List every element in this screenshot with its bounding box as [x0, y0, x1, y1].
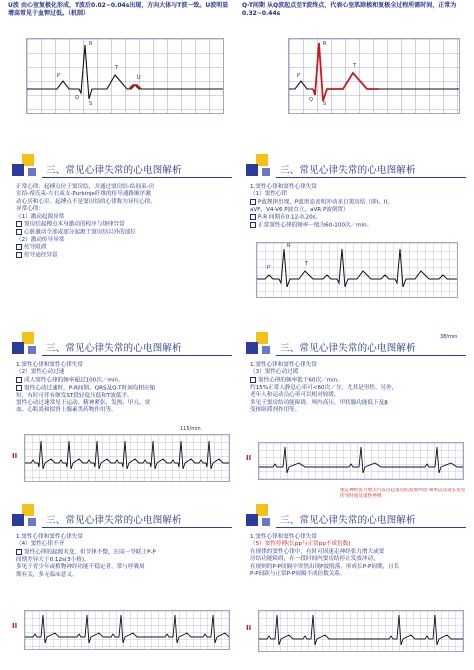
bullet-icon — [250, 222, 256, 228]
corner-decoration-icon — [12, 154, 42, 182]
ecg-sinus-arrest — [258, 610, 464, 652]
title-divider — [276, 355, 466, 356]
label-r: R — [323, 41, 327, 47]
label-q: Q — [75, 95, 79, 101]
slide-sinus-arrest — [242, 488, 470, 662]
text-line: 心脏激动全部或部分起源于窦房结以外的部位 — [24, 229, 136, 236]
text-line: 1.窦性心律和窦性心律失常 — [16, 362, 83, 368]
bullet-icon — [16, 221, 22, 227]
text-line: 窦性心律的起源未变，但节律不整，在同一导联上P-P — [24, 549, 156, 556]
ecg-grid-tachy — [25, 435, 229, 481]
slide-sinus-tachycardia — [8, 328, 236, 484]
slide-title: 三、常见心律失常的心电图解析 — [280, 165, 416, 176]
text-line: 成人窦性心律的频率超过100次／min。 — [24, 377, 124, 384]
slide-title: 三、常见心律失常的心电图解析 — [46, 343, 182, 354]
slide-header — [8, 500, 236, 534]
slide-body — [16, 362, 230, 415]
text-line: 动心房和心室。起搏点不是窦房结的心律称为异位心律。 — [16, 198, 156, 205]
text-line: （2）激动传导异常 — [16, 236, 65, 243]
text-line: （2）窦性心动过速 — [16, 369, 65, 376]
text-line: 1.窦性心律和窦性心律失常 — [250, 184, 317, 190]
text-line: 正常窦性心律的频率一般为60-100次／min。 — [258, 222, 373, 229]
text-line: 1.窦性心律和窦性心律失常 — [16, 534, 83, 540]
slide-title: 三、常见心律失常的心电图解析 — [280, 515, 416, 526]
text-line: 异常心律： — [16, 206, 44, 213]
text-line: 正常心律：起搏点位于窦房结，并通过窦房结-结间束-房 — [16, 184, 155, 190]
ecg-bradycardia — [258, 442, 464, 480]
slide-header — [242, 328, 470, 362]
bullet-icon — [16, 549, 22, 555]
bullet-icon — [16, 244, 22, 250]
text-line: P-R 间期在0.12-0.20s。 — [258, 214, 322, 221]
text-line: P波规律出现，P波形态表明冲动来自窦房结（即I、II、 — [258, 199, 393, 206]
label-p: P — [57, 73, 61, 79]
corner-decoration-icon — [246, 154, 276, 182]
label-t: T — [353, 63, 357, 69]
bullet-icon — [16, 229, 22, 235]
label-t: T — [115, 65, 119, 71]
text-line: （3）窦性心动过缓 — [250, 369, 299, 376]
text-line: 传导阻滞 — [24, 244, 47, 251]
qt-interval-note: Q-T间期 从Q波起点至T波终点，代表心室肌除极和复极全过程所需时间，正常为0.32~0.44s — [242, 2, 457, 17]
text-line: （1）窦性心律 — [250, 191, 288, 198]
lead-label: II — [246, 624, 252, 632]
slide-title: 三、常见心律失常的心电图解析 — [280, 343, 416, 354]
text-line: 窦性心动过速时，P-R间期、QRS及Q-T时间均相应缩 — [24, 385, 156, 392]
text-line: （4）窦性心律不齐 — [16, 541, 65, 548]
text-line: 短，有时可伴有继发ST段轻度压低和T波低平。 — [16, 392, 133, 399]
ecg-grid-qt — [289, 39, 459, 113]
text-line: P-P间距与正常P-P间隔不成倍数关系。 — [250, 571, 346, 578]
text-line: （5）窦性停搏(长pp与正常pp不成倍数) — [250, 541, 351, 548]
label-p: P — [267, 265, 271, 271]
slide-sinus-bradycardia — [242, 328, 470, 484]
ecg-u-wave — [26, 38, 224, 114]
slide-body — [16, 534, 230, 579]
lead-label: II — [12, 622, 18, 630]
title-divider — [276, 177, 466, 178]
text-line: 房结功能障碍，在一段时间内窦房结停止发放冲动。 — [250, 556, 379, 563]
bullet-icon — [16, 377, 22, 383]
slide-header — [242, 150, 470, 184]
text-line: 窦性心律的频率低于60次／min。 — [258, 377, 343, 384]
label-s: S — [323, 101, 327, 107]
ecg-grid-arrhythmia — [25, 611, 229, 649]
ecg-qt-interval — [288, 38, 460, 114]
text-line: aVF、V4-V6 P波直立，aVR P波倒置） — [250, 206, 349, 213]
bullet-icon — [250, 214, 256, 220]
ecg-grid-arrest — [259, 611, 463, 651]
corner-decoration-icon — [12, 504, 42, 532]
slide-u-wave — [8, 0, 236, 118]
slide-header — [8, 328, 236, 362]
text-line: 老年人和运动员心率可以相对较缓。 — [250, 392, 340, 399]
text-line: 1.窦性心律和窦性心律失常 — [250, 534, 317, 540]
u-wave-note: U波 由心室复极化形成，T波后0.02~0.04s出现，方向大体与T波一致。U波明显增高常见于血钾过低。（机制） — [8, 2, 229, 17]
slide-title: 三、常见心律失常的心电图解析 — [46, 165, 182, 176]
slide-title: 三、常见心律失常的心电图解析 — [46, 515, 182, 526]
label-p: P — [297, 73, 301, 79]
ecg-arrhythmia — [24, 610, 230, 650]
corner-rate-label: 38/min — [440, 334, 458, 340]
text-line: 多见于青少年或植物神经功能不稳定者，常与呼吸周 — [16, 564, 145, 571]
slide-header — [242, 500, 470, 534]
slide-body — [250, 362, 464, 414]
slide-sinus-rhythm — [242, 150, 470, 306]
text-line: （1）激动起源异常 — [16, 213, 65, 220]
label-u: U — [137, 75, 141, 81]
ecg-grid-brady — [259, 443, 463, 479]
bullet-icon — [250, 199, 256, 205]
text-line: 血、心肌炎和拟肾上腺素类药物作用等。 — [16, 407, 117, 414]
ecg-tachycardia — [24, 434, 230, 482]
heart-rate-label: 115/min — [180, 426, 201, 432]
title-divider — [42, 527, 232, 528]
text-line: 受体阻滞剂作用等。 — [250, 406, 301, 413]
slide-header — [8, 150, 236, 184]
text-line: 窦性心动过速常见于运动、精神紧张、发热、甲亢、贫 — [16, 400, 151, 407]
slide-body — [16, 184, 230, 260]
ecg-grid-sinus — [257, 243, 457, 297]
text-line: 约15%正常人静息心率可<60次／分，尤其是男性。另外， — [250, 384, 398, 391]
text-line: 1.窦性心律和窦性心律失常 — [250, 362, 317, 368]
label-r: R — [287, 243, 291, 249]
text-line: 窦房结起搏点本身激动的程序与规律异常 — [24, 221, 125, 228]
bullet-icon — [250, 377, 256, 383]
slide-body — [250, 184, 464, 230]
label-q: Q — [309, 97, 313, 103]
slide-body — [250, 534, 464, 578]
slide-qt-interval — [242, 0, 470, 118]
lead-label: II — [246, 454, 252, 462]
corner-decoration-icon — [246, 332, 276, 360]
text-line: 间期差异大于0.12s(3小格)。 — [16, 556, 90, 563]
title-divider — [42, 355, 232, 356]
bullet-icon — [16, 385, 22, 391]
slide-normal-rhythm — [8, 150, 236, 306]
corner-annotation: 迷走神经张力增大可以引起窦房结发放冲动 频率以及延长房室传导时间及窦性停搏 — [340, 488, 466, 499]
text-line: 传导途径异常 — [24, 252, 58, 259]
text-line: 在规则的P-P间隔中突然出现P波脱落，形成长P-P间期，且长 — [250, 563, 400, 570]
label-s: S — [89, 101, 93, 107]
bullet-icon — [16, 252, 22, 258]
lead-label: II — [12, 452, 18, 460]
text-line: 期有关，多无临床意义。 — [16, 571, 78, 578]
ecg-sinus-rhythm — [256, 242, 458, 298]
corner-decoration-icon — [12, 332, 42, 360]
corner-decoration-icon — [246, 504, 276, 532]
slide-sinus-arrhythmia — [8, 500, 236, 662]
label-r: R — [89, 41, 93, 47]
text-line: 在规律的窦性心律中，有时可因迷走神经张力增大或窦 — [250, 548, 385, 555]
title-divider — [42, 177, 232, 178]
title-divider — [276, 527, 466, 528]
text-line: 多见于窦房结功能障碍，颅内高压、甲状腺功能低下及β — [250, 399, 388, 406]
label-t: T — [305, 261, 309, 267]
text-line: 室结-希氏束-左右束支-Purkinje纤维的传导通路顺序激 — [16, 191, 151, 198]
